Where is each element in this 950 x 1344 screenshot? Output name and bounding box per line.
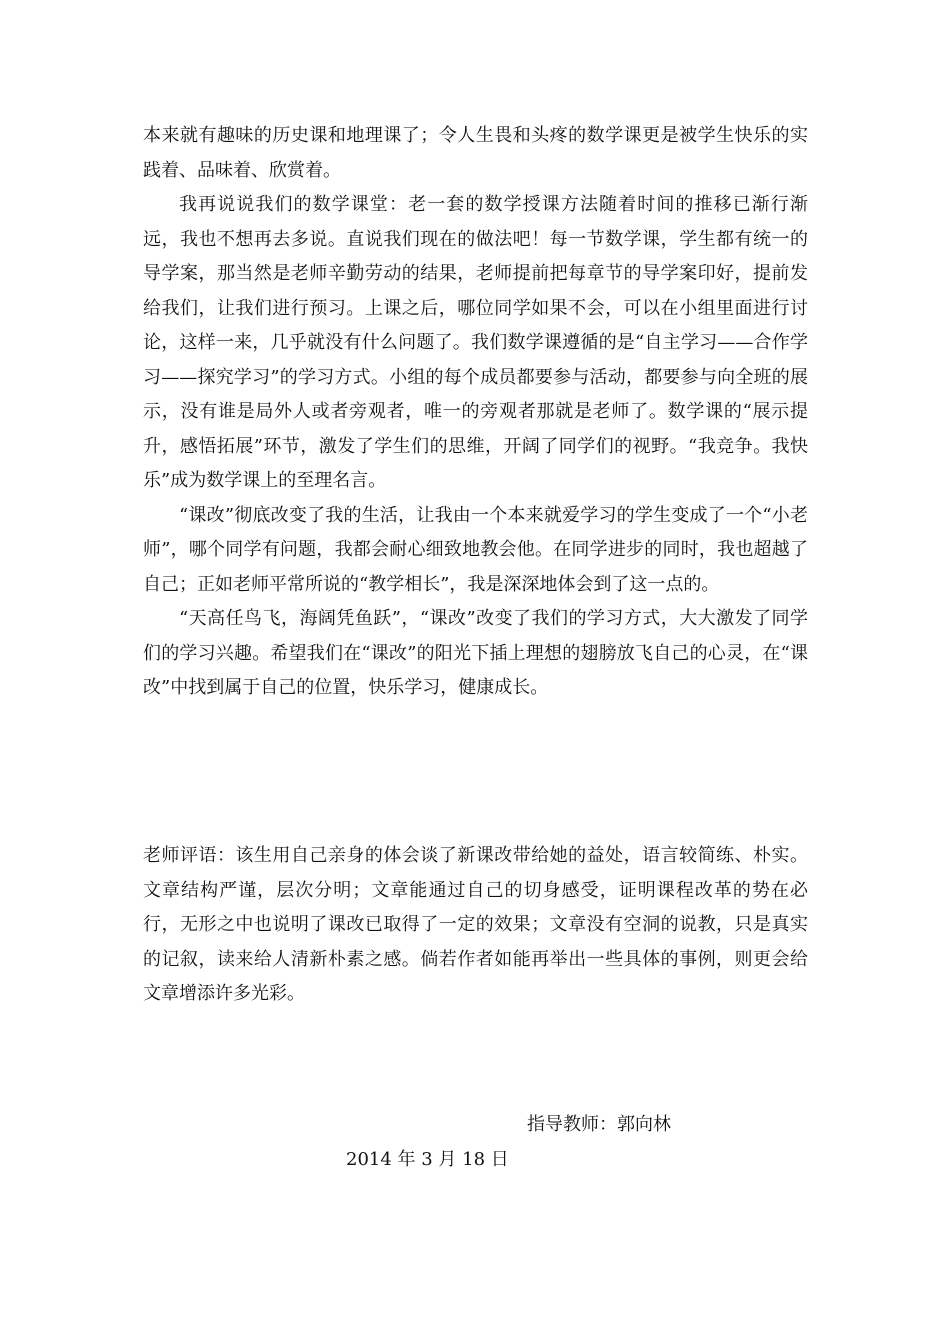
- teacher-comment: 老师评语：该生用自己亲身的体会谈了新课改带给她的益处，语言较简练、朴实。文章结构严谨，层次分明；文章能通过自己的切身感受，证明课程改革的势在必行，无形之中也说明了课改已取得了一定的效果；文章没有空洞的说教，只是真实的记叙，读来给人清新朴素之感。倘若作者如能再举出一些具体的事例，则更会给文章增添许多光彩。: [143, 845, 808, 1004]
- essay-paragraph-little-teacher: “课改”彻底改变了我的生活，让我由一个本来就爱学习的学生变成了一个“小老师”，哪个同学有问题，我都会耐心细致地教会他。在同学进步的同时，我也超越了自己；正如老师平常所说的“教学相长”，我是深深地体会到了这一点的。: [143, 504, 808, 595]
- essay-paragraph-continued: 本来就有趣味的历史课和地理课了；令人生畏和头疼的数学课更是被学生快乐的实践着、品味着、欣赏着。: [143, 125, 808, 181]
- essay-paragraph-conclusion: “天高任鸟飞，海阔凭鱼跃”，“课改”改变了我们的学习方式，大大激发了同学们的学习兴趣。希望我们在“课改”的阳光下插上理想的翅膀放飞自己的心灵，在“课改”中找到属于自己的位置，快乐学习，健康成长。: [143, 608, 808, 698]
- advisor-signature: 指导教师：郭向林: [527, 1114, 671, 1135]
- essay-body: [143, 119, 808, 706]
- document-date: 2014 年 3 月 18 日: [346, 1149, 509, 1170]
- essay-paragraph-math-class: 我再说说我们的数学课堂：老一套的数学授课方法随着时间的推移已渐行渐远，我也不想再去多说。直说我们现在的做法吧！每一节数学课，学生都有统一的导学案，那当然是老师辛勤劳动的结果，老师提前把每章节的导学案印好，提前发给我们，让我们进行预习。上课之后，哪位同学如果不会，可以在小组里面进行讨论，这样一来，几乎就没有什么问题了。我们数学课遵循的是“自主学习——合作学习——探究学习”的学习方式。小组的每个成员都要参与活动，都要参与向全班的展示，没有谁是局外人或者旁观者，唯一的旁观者那就是老师了。数学课的“展示提升，感悟拓展”环节，激发了学生们的思维，开阔了同学们的视野。“我竞争。我快乐”成为数学课上的至理名言。: [143, 194, 808, 491]
- teacher-comment-section: [143, 839, 808, 1012]
